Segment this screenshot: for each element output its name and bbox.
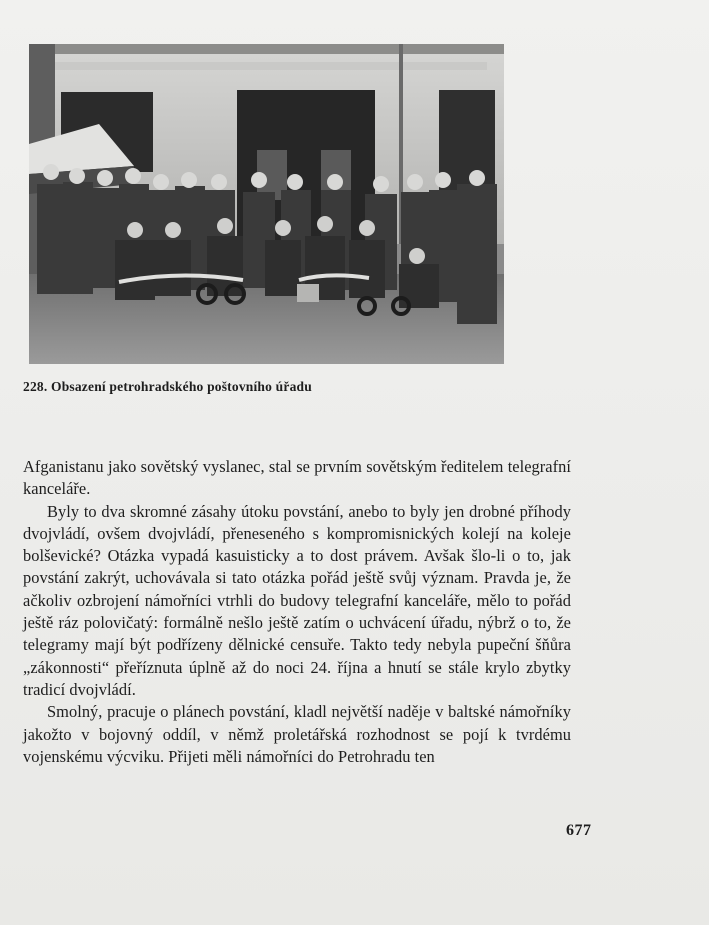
body-text <box>23 456 571 768</box>
figure-caption: 228. Obsazení petrohradského poštovního úřadu <box>23 379 312 394</box>
paragraph: Smolný, pracuje o plánech povstání, kladl největší naděje v baltské námořníky jakožto v bojovný oddíl, v němž proletářská rozhodnost se pojí k tvrdému vojenskému výcviku. Přijeti měli námořníci do Petrohradu ten <box>23 702 571 766</box>
paragraph: Byly to dva skromné zásahy útoku povstání, anebo to byly jen drobné příhody dvojvládí, ovšem dvojvládí, přeneseného s kompromisnických kolejí na koleje bolševické? Otázka vypadá kasuisticky a to dost právem. Avšak šlo-li o to, jak povstání zakrýt, uchovávala si tato otázka pořád ještě svůj význam. Pravda je, že ačkoliv ozbrojení námořníci vtrhli do budovy telegrafní kanceláře, mělo to pořád ještě ráz polovičatý: formálně nešlo ještě zatím o uchvácení úřadu, nýbrž o to, že telegramy mají být podřízeny dělnické censuře. Takto tedy nebyla pupeční šňůra „zákonnosti“ přeříznuta úplně až do noci 24. října a hnutí se stále krylo zbytky tradicí dvojvládí. <box>23 501 571 699</box>
paragraph: Afganistanu jako sovětský vyslanec, stal se prvním sovětským ředitelem telegrafní kanceláře. <box>23 457 571 499</box>
historical-photograph <box>29 44 504 364</box>
page-number: 677 <box>566 822 592 839</box>
